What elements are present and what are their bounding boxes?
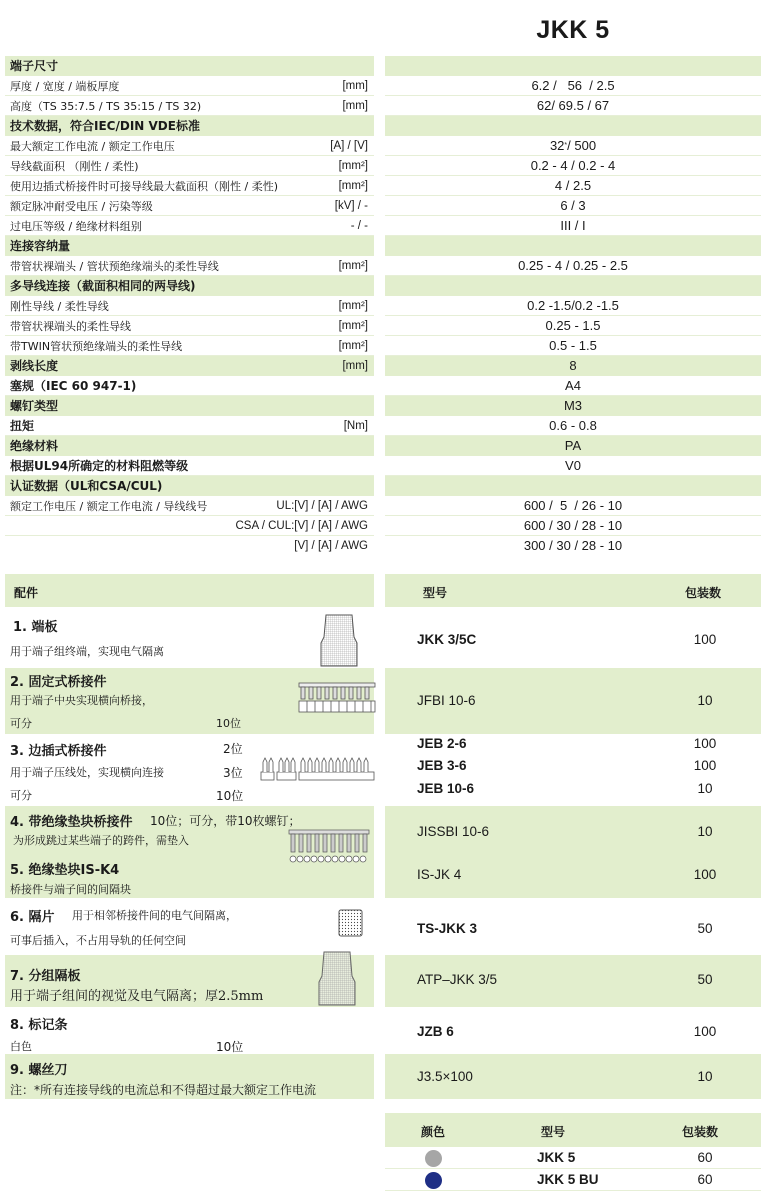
- spec-unit: [kV] / -: [334, 199, 368, 212]
- header-accessories: 配件: [14, 586, 39, 600]
- spec-row: [5, 56, 761, 76]
- spec-table: [5, 56, 761, 556]
- spec-value: 600 / 30 / 28 - 10: [385, 516, 761, 536]
- model-jkk-3-5c: JKK 3/5C: [417, 632, 477, 647]
- spec-label-cell: [5, 256, 374, 276]
- accessory-desc: 用于端子组间的视觉及电气隔离；厚2.5mm: [10, 989, 264, 1004]
- spec-value: [385, 476, 761, 496]
- accessories-header: [5, 574, 761, 607]
- spec-value: 0.2 - 4 / 0.2 - 4: [385, 156, 761, 176]
- spec-label: 过电压等级 / 绝缘材料组别: [10, 219, 142, 233]
- spec-unit: [mm]: [342, 79, 368, 92]
- accessory-desc: 可分: [10, 717, 32, 730]
- spec-row: [5, 396, 761, 416]
- spec-unit: [mm]: [342, 99, 368, 112]
- spec-row: [5, 376, 761, 396]
- spec-label: 技术数据，符合IEC/DIN VDE标准: [10, 119, 200, 133]
- spec-row: [5, 416, 761, 436]
- spec-label: 连接容纳量: [10, 239, 71, 253]
- qty: 60: [697, 1172, 713, 1187]
- poles: 2位: [223, 742, 243, 756]
- spec-value: 62/ 69.5 / 67: [385, 96, 761, 116]
- spec-unit: [A] / [V]: [330, 139, 368, 152]
- spec-value: 32 * / 500: [385, 136, 761, 156]
- spec-row: [5, 456, 761, 476]
- blue-swatch-icon: [425, 1172, 442, 1189]
- insulated-bridge-icon: [288, 829, 370, 863]
- qty: 10: [697, 1069, 713, 1084]
- spec-label: 多导线连接（截面积相同的两导线): [10, 279, 196, 293]
- accessory-row-fixed-bridge: [5, 668, 761, 734]
- model-jkk-5: JKK 5: [537, 1150, 576, 1165]
- accessory-title: 8. 标记条: [10, 1018, 68, 1033]
- spec-row: [5, 476, 761, 496]
- spec-label: 导线截面积 （刚性 / 柔性): [10, 159, 139, 173]
- spec-unit: [mm²]: [338, 259, 368, 272]
- accessory-desc: 用于端子压线处，实现横向连接: [10, 766, 164, 779]
- spec-unit: [Nm]: [343, 419, 368, 432]
- spec-label-cell: [5, 356, 374, 376]
- spec-value: 0.25 - 4 / 0.25 - 2.5: [385, 256, 761, 276]
- spec-value: V0: [385, 456, 761, 476]
- model-jkk-5-bu: JKK 5 BU: [537, 1172, 599, 1187]
- spec-value: A4: [385, 376, 761, 396]
- spec-value: 8: [385, 356, 761, 376]
- poles: 10位: [216, 717, 241, 730]
- spec-row: [5, 536, 761, 556]
- spec-value: [385, 56, 761, 76]
- spec-unit: [mm²]: [338, 159, 368, 172]
- accessory-title: 7. 分组隔板: [10, 969, 81, 984]
- spec-unit: [mm²]: [338, 319, 368, 332]
- qty: 10: [697, 824, 713, 839]
- spec-value: [385, 116, 761, 136]
- model-jeb-2-6: JEB 2-6: [417, 736, 467, 751]
- model-j3-5x100: J3.5×100: [417, 1069, 473, 1084]
- spec-label: 带管状裸端头 / 管状预绝缘端头的柔性导线: [10, 259, 219, 273]
- accessory-title: 4. 带绝缘垫块桥接件: [10, 815, 133, 830]
- spec-unit: CSA / CUL:[V] / [A] / AWG: [235, 519, 368, 532]
- spec-label: 带管状裸端头的柔性导线: [10, 319, 131, 333]
- color-row-blue: [385, 1169, 761, 1191]
- qty: 100: [693, 867, 717, 882]
- spec-unit: [mm]: [342, 359, 368, 372]
- qty: 60: [697, 1150, 713, 1165]
- group-partition-icon: [318, 950, 356, 1006]
- spec-row: [5, 336, 761, 356]
- spec-value: 0.2 -1.5/0.2 -1.5: [385, 296, 761, 316]
- spec-label-cell: [5, 336, 374, 356]
- spec-label: 认证数据（UL和CSA/CUL): [10, 479, 163, 493]
- qty: 100: [693, 1024, 717, 1039]
- spec-row: [5, 296, 761, 316]
- color-row-grey: [385, 1147, 761, 1169]
- spec-value: 0.6 - 0.8: [385, 416, 761, 436]
- spec-label-cell: [5, 136, 374, 156]
- model-jeb-3-6: JEB 3-6: [417, 758, 467, 773]
- color-header: [385, 1113, 761, 1147]
- spec-label-cell: [5, 176, 374, 196]
- model-jeb-10-6: JEB 10-6: [417, 781, 475, 796]
- spec-row: [5, 216, 761, 236]
- spec-label-cell: [5, 536, 374, 556]
- accessory-extra: 10位；可分，带10枚螺钉；: [150, 814, 301, 828]
- spec-value: 6 / 3: [385, 196, 761, 216]
- spec-label-cell: [5, 116, 374, 136]
- spec-value: M3: [385, 396, 761, 416]
- spec-label-cell: [5, 416, 374, 436]
- spec-value: [385, 236, 761, 256]
- poles: 10位: [216, 789, 244, 803]
- spec-label: 刚性导线 / 柔性导线: [10, 299, 109, 313]
- spec-label-cell: [5, 76, 374, 96]
- spec-label-cell: [5, 196, 374, 216]
- spec-label-cell: [5, 436, 374, 456]
- spec-row: [5, 196, 761, 216]
- spec-label: 根据UL94所确定的材料阻燃等级: [10, 459, 189, 473]
- model-jissbi-10-6: JISSBI 10-6: [417, 824, 490, 839]
- spec-row: [5, 516, 761, 536]
- spec-label-cell: [5, 276, 374, 296]
- spec-label: 厚度 / 宽度 / 端板厚度: [10, 79, 120, 93]
- qty: 100: [693, 758, 717, 773]
- spec-row: [5, 496, 761, 516]
- separator-icon: [338, 909, 364, 937]
- accessory-title: 9. 螺丝刀: [10, 1063, 68, 1078]
- qty: 50: [697, 972, 713, 987]
- accessory-extra: 用于相邻桥接件间的电气间隔离，: [72, 909, 237, 922]
- spec-unit: - / -: [350, 219, 368, 232]
- spec-row: [5, 436, 761, 456]
- spec-value: 600 / 5 / 26 - 10: [385, 496, 761, 516]
- spec-label-cell: [5, 476, 374, 496]
- spec-label: 端子尺寸: [10, 59, 59, 73]
- spec-value: 0.5 - 1.5: [385, 336, 761, 356]
- spec-label-cell: [5, 496, 374, 516]
- accessory-desc: 白色: [10, 1040, 32, 1053]
- accessory-row-group-partition: [5, 955, 761, 1007]
- accessory-desc: 为形成跳过某些端子的跨件，需垫入: [13, 834, 189, 847]
- accessory-desc: 用于端子中央实现横向桥接，: [10, 694, 153, 707]
- header-qty: 包装数: [685, 586, 722, 600]
- qty: 10: [697, 781, 713, 796]
- spec-row: [5, 156, 761, 176]
- accessory-title: 3. 边插式桥接件: [10, 744, 107, 759]
- accessory-row-end-plate: [5, 610, 761, 668]
- spec-label: 带TWIN管状预绝缘端头的柔性导线: [10, 339, 183, 353]
- spec-label-cell: [5, 56, 374, 76]
- color-table: [385, 1113, 761, 1191]
- spec-label: 最大额定工作电流 / 额定工作电压: [10, 139, 175, 153]
- spec-value: 6.2 / 56 / 2.5: [385, 76, 761, 96]
- header-color: 颜色: [421, 1125, 446, 1139]
- spec-label: 使用边插式桥接件时可接导线最大截面积（刚性 / 柔性): [10, 179, 278, 193]
- grey-swatch-icon: [425, 1150, 442, 1167]
- model-jzb-6: JZB 6: [417, 1024, 454, 1039]
- model-ts-jkk-3: TS-JKK 3: [417, 921, 478, 936]
- spec-label-cell: [5, 236, 374, 256]
- spec-row: [5, 276, 761, 296]
- qty: 10: [697, 693, 713, 708]
- accessory-title: 6. 隔片: [10, 910, 55, 925]
- qty: 100: [693, 736, 717, 751]
- end-plate-icon: [320, 613, 358, 667]
- header-model: 型号: [423, 586, 448, 600]
- spec-row: [5, 356, 761, 376]
- spec-label-cell: [5, 156, 374, 176]
- spec-row: [5, 136, 761, 156]
- spec-value: 4 / 2.5: [385, 176, 761, 196]
- spec-label-cell: [5, 296, 374, 316]
- spec-label-cell: [5, 396, 374, 416]
- header-qty: 包装数: [682, 1125, 719, 1139]
- accessory-desc: 可事后插入，不占用导轨的任何空间: [10, 934, 186, 947]
- spec-value: PA: [385, 436, 761, 456]
- accessory-title: 5. 绝缘垫块IS-K4: [10, 863, 120, 878]
- poles: 10位: [216, 1040, 244, 1054]
- spec-row: [5, 256, 761, 276]
- fixed-bridge-icon: [298, 682, 376, 714]
- spec-label: 高度（TS 35:7.5 / TS 35:15 / TS 32): [10, 99, 202, 113]
- header-model: 型号: [541, 1125, 566, 1139]
- spec-unit: UL:[V] / [A] / AWG: [276, 499, 368, 512]
- accessory-row-separator: [5, 898, 761, 955]
- spec-row: [5, 116, 761, 136]
- spec-label: 额定工作电压 / 额定工作电流 / 导线线号: [10, 499, 208, 513]
- spec-unit: [mm²]: [338, 179, 368, 192]
- accessory-desc: 桥接件与端子间的间隔块: [10, 883, 131, 896]
- spec-unit: [mm²]: [338, 299, 368, 312]
- model-is-jk-4: IS-JK 4: [417, 867, 462, 882]
- spec-label-cell: [5, 516, 374, 536]
- spec-unit: [mm²]: [338, 339, 368, 352]
- spec-value: [385, 276, 761, 296]
- spec-row: [5, 236, 761, 256]
- spec-value: 0.25 - 1.5: [385, 316, 761, 336]
- spec-label: 螺钉类型: [10, 399, 59, 413]
- accessory-desc: 用于端子组终端，实现电气隔离: [10, 645, 164, 658]
- spec-label: 剥线长度: [10, 359, 59, 373]
- spec-unit: [V] / [A] / AWG: [294, 539, 368, 552]
- accessories-table: [5, 574, 761, 1099]
- accessory-row-marker-strip: [5, 1007, 761, 1054]
- spec-label: 绝缘材料: [10, 439, 59, 453]
- accessory-title: 1. 端板: [13, 620, 58, 635]
- qty: 100: [693, 632, 717, 647]
- spec-label-cell: [5, 316, 374, 336]
- accessory-title: 2. 固定式桥接件: [10, 675, 107, 690]
- accessory-row-insulated-bridge: [5, 806, 761, 898]
- spec-label-cell: [5, 216, 374, 236]
- spec-label-cell: [5, 96, 374, 116]
- qty: 50: [697, 921, 713, 936]
- spec-row: [5, 176, 761, 196]
- product-title: JKK 5: [536, 16, 610, 44]
- spec-label: 扭矩: [10, 419, 35, 433]
- spec-label-cell: [5, 456, 374, 476]
- spec-value: III / I: [385, 216, 761, 236]
- spec-label-cell: [5, 376, 374, 396]
- poles: 3位: [223, 766, 243, 780]
- spec-row: [5, 76, 761, 96]
- spec-label: 塞规（IEC 60 947-1): [10, 379, 137, 393]
- edge-bridge-icon: [260, 756, 376, 782]
- accessory-row-screwdriver: [5, 1054, 761, 1099]
- accessory-row-edge-bridge: [5, 734, 761, 806]
- model-atp-jkk-3-5: ATP–JKK 3/5: [417, 972, 498, 987]
- footnote: 注：*所有连接导线的电流总和不得超过最大额定工作电流: [10, 1083, 317, 1097]
- spec-row: [5, 96, 761, 116]
- spec-row: [5, 316, 761, 336]
- accessory-desc: 可分: [10, 789, 32, 802]
- spec-value: 300 / 30 / 28 - 10: [523, 538, 623, 553]
- spec-label: 额定脉冲耐受电压 / 污染等级: [10, 199, 153, 213]
- model-jfbi-10-6: JFBI 10-6: [417, 693, 476, 708]
